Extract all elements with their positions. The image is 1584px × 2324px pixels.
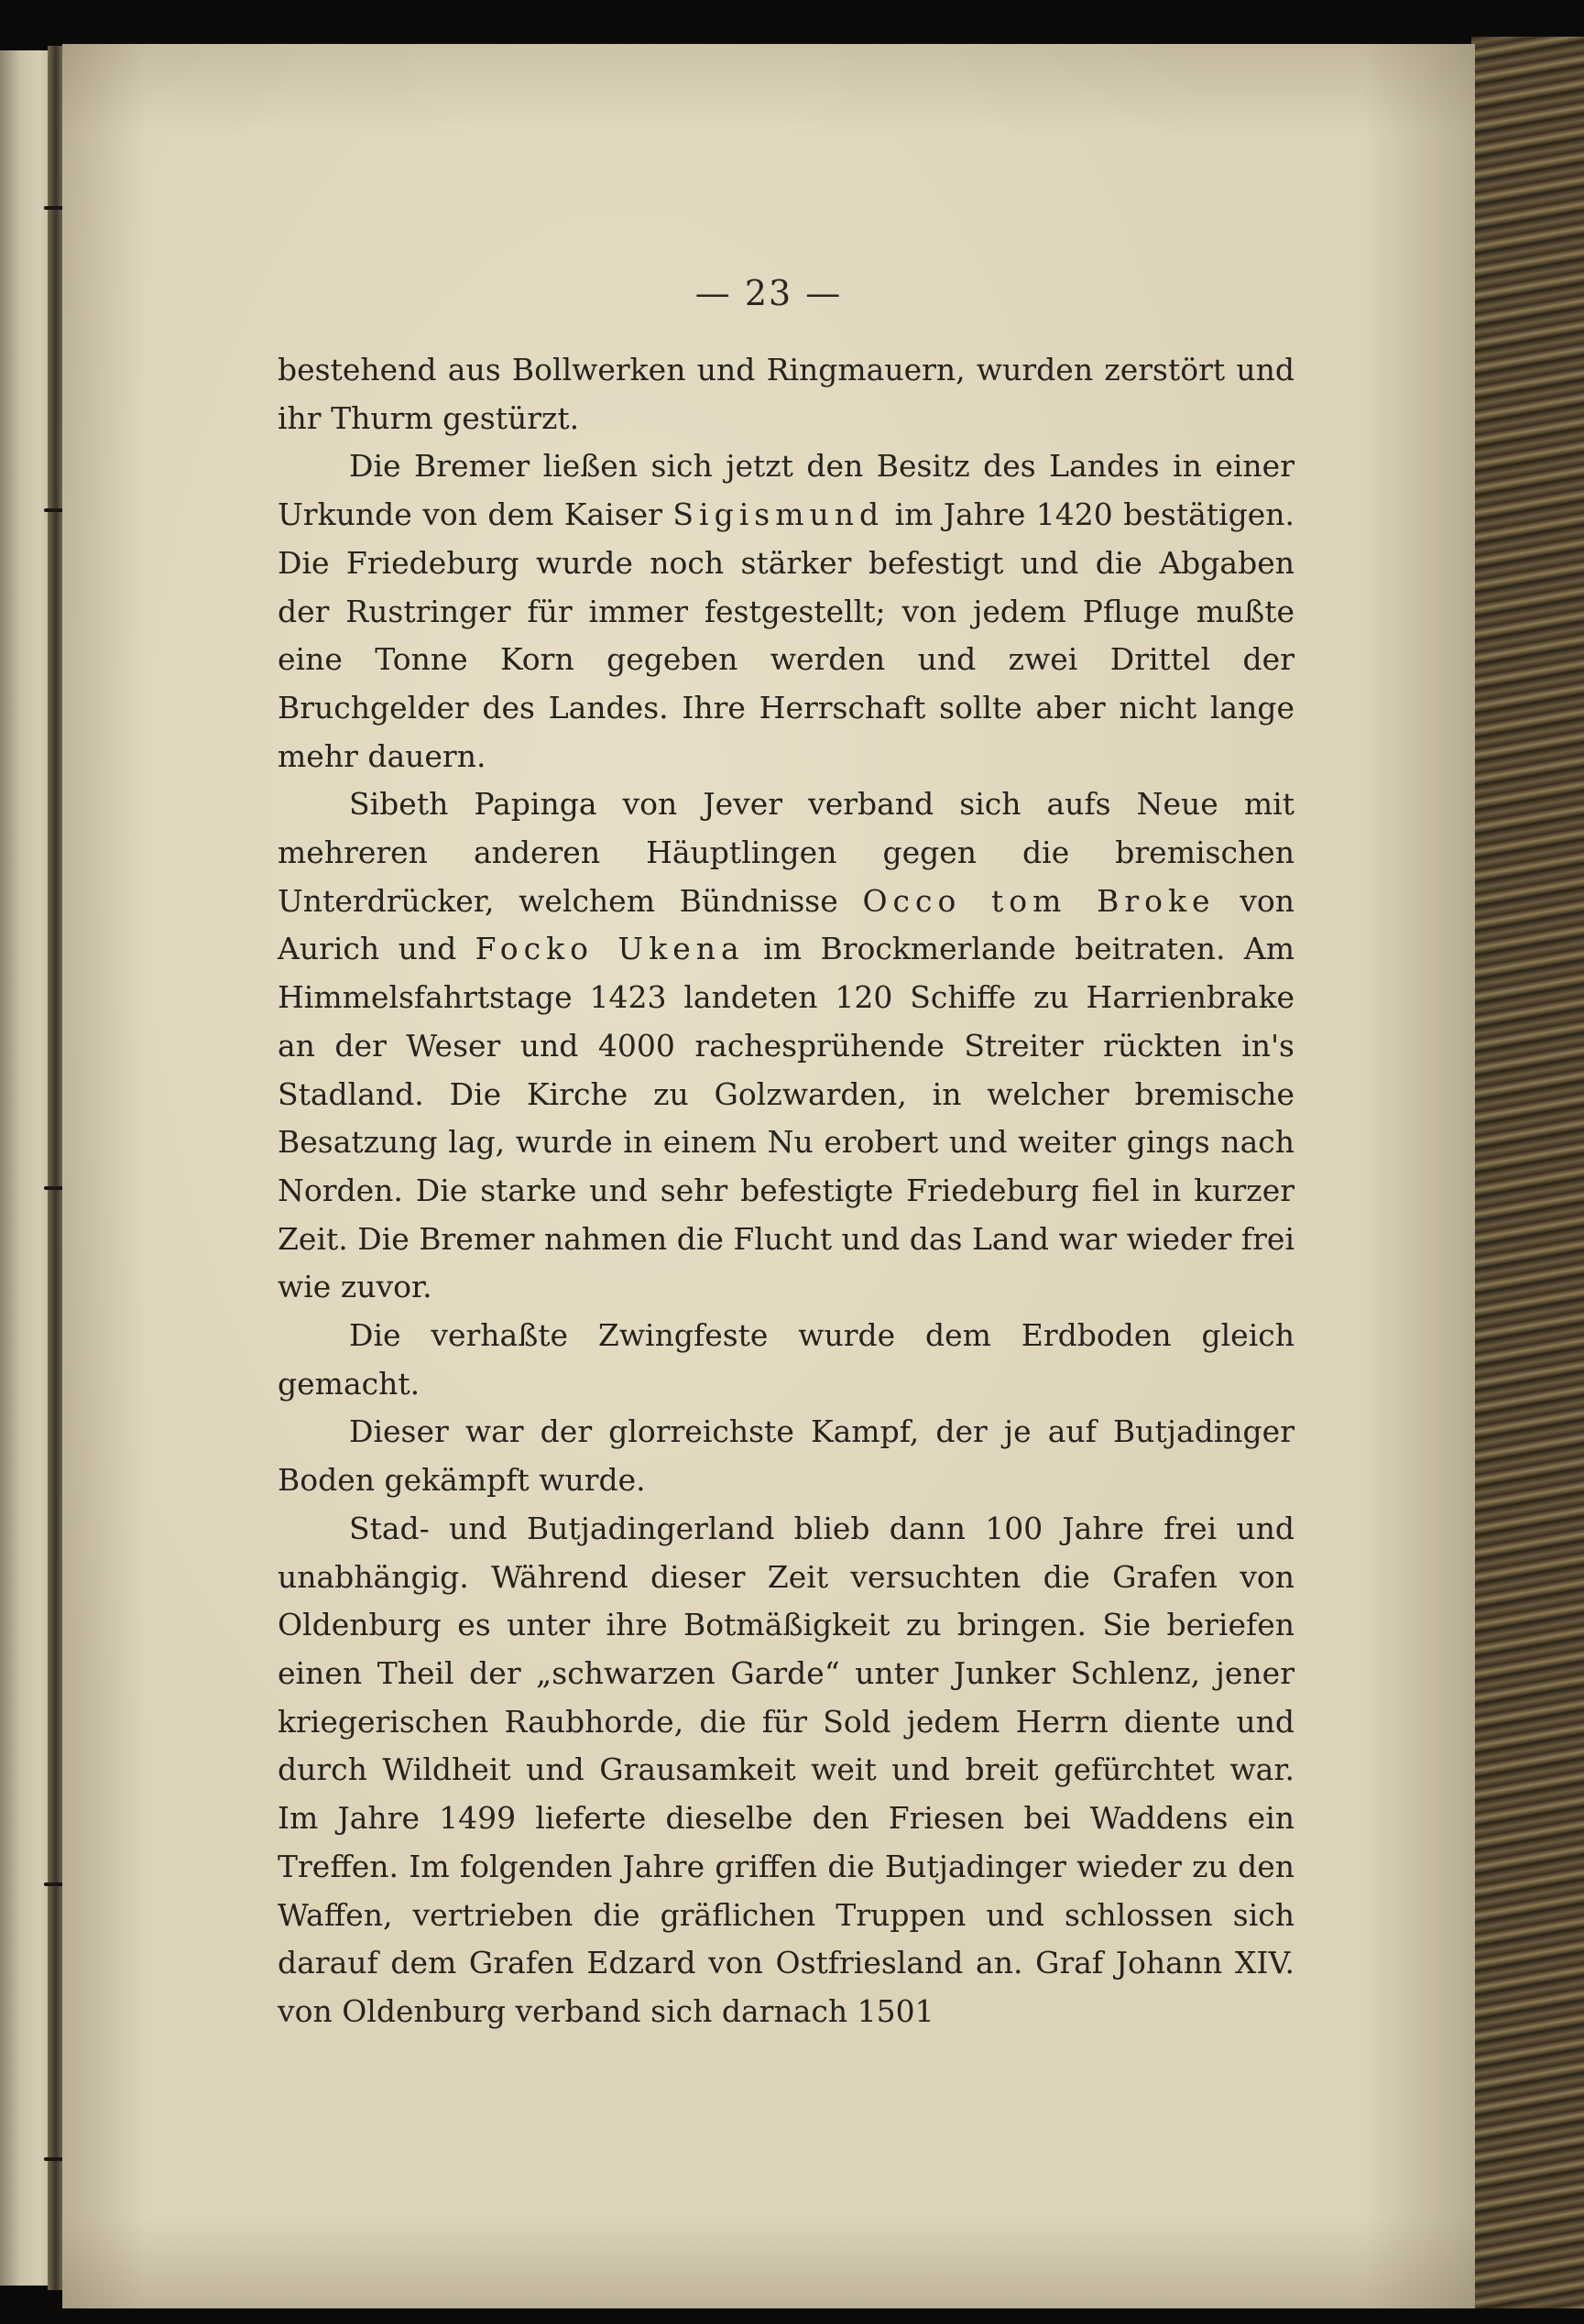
text-run: Dieser war der glorreichste Kampf, der je auf Butjadinger Boden gekämpft wurde. bbox=[278, 1413, 1295, 1499]
spaced-name: Focko Ukena bbox=[475, 931, 745, 967]
spaced-name: Sigismund bbox=[672, 496, 885, 533]
paragraph bbox=[278, 442, 1295, 780]
marbled-book-edge bbox=[1471, 37, 1584, 2308]
text-run: Die verhaßte Zwingfeste wurde dem Erdboden gleich gemacht. bbox=[278, 1317, 1295, 1402]
text-run: Die Bremer ließen sich jetzt den Besitz des Landes in einer Urkunde von dem Kaiser bbox=[278, 448, 1295, 533]
text-run: bestehend aus Bollwerken und Ringmauern, wurden zerstört und ihr Thurm gestürzt. bbox=[278, 352, 1295, 436]
text-run: Stad- und Butjadingerland blieb dann 100 Jahre frei und unabhängig. Während dieser Zeit versuchten die Grafen von Oldenburg es unter ihre Botmäßigkeit zu bringen. Sie beriefen einen Theil der „schwarzen Garde“ unter Junker Schlenz, jener kriegerischen Raubhorde, die für Sold jedem Herrn diente und durch Wildheit und Grausamkeit weit und breit gefürchtet war. Im Jahre 1499 lieferte dieselbe den Friesen bei Waddens ein Treffen. Im folgenden Jahre griffen die Butjadinger wieder zu den Waffen, vertrieben die gräflichen Truppen und schlossen sich darauf dem Grafen Edzard von Ostfriesland an. Graf Johann XIV. von Oldenburg verband sich darnach 1501 bbox=[278, 1510, 1295, 2029]
page bbox=[62, 44, 1475, 2308]
spaced-name: Occo tom Broke bbox=[862, 882, 1216, 919]
text-run: Sibeth Papinga von Jever verband sich aufs Neue mit mehreren anderen Häuptlingen gegen die bremischen Unterdrücker, welchem Bündnisse bbox=[278, 786, 1295, 919]
paragraph bbox=[278, 346, 1295, 442]
text-run: im Jahre 1420 bestätigen. Die Friedeburg wurde noch stärker befestigt und die Abgaben der Rustringer für immer festgestellt; von jedem Pfluge mußte eine Tonne Korn gegeben werden und zwei Drittel der Bruchgelder des Landes. Ihre Herrschaft sollte aber nicht lange mehr dauern. bbox=[278, 496, 1295, 774]
page-number: — 23 — bbox=[694, 273, 843, 313]
paragraph bbox=[278, 1408, 1295, 1504]
paragraph bbox=[278, 1312, 1295, 1408]
body-text bbox=[278, 346, 1295, 2036]
text-run: im Brockmerlande beitraten. Am Himmelsfahrtstage 1423 landeten 120 Schiffe zu Harrienbrake an der Weser und 4000 rachesprühende Streiter rückten in's Stadland. Die Kirche zu Golzwarden, in welcher bremische Besatzung lag, wurde in einem Nu erobert und weiter gings nach Norden. Die starke und sehr befestigte Friedeburg fiel in kurzer Zeit. Die Bremer nahmen die Flucht und das Land war wieder frei wie zuvor. bbox=[278, 931, 1295, 1305]
text-run: von Aurich und bbox=[278, 882, 1295, 967]
paragraph bbox=[278, 780, 1295, 1312]
paragraph bbox=[278, 1505, 1295, 2036]
